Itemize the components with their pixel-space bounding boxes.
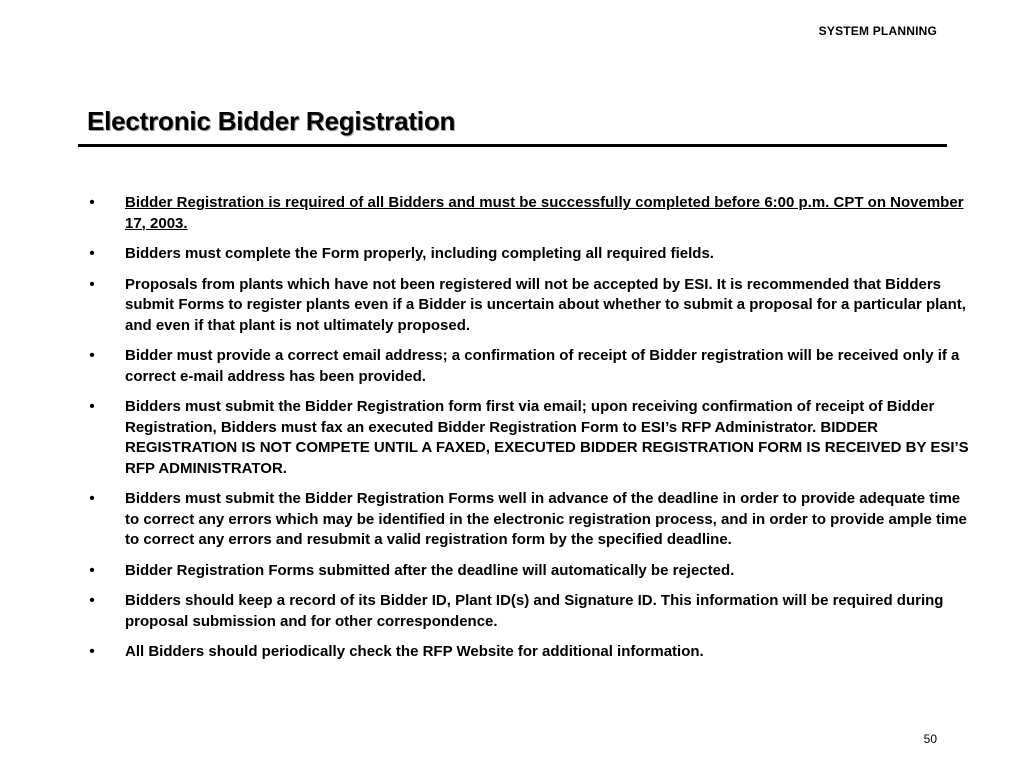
bullet-icon: • [89, 592, 95, 609]
bullet-text: Proposals from plants which have not been registered will not be accepted by ESI. It is recommended that Bidders submit Forms to register plants even if a Bidder is uncertain about whether to submit a proposal for a particular plant, and even if that plant is not ultimately proposed. [125, 275, 966, 334]
bullet-item-submit-in-advance [86, 489, 970, 551]
bullet-icon: • [89, 275, 95, 293]
bullet-item-email-address [86, 346, 970, 387]
bullet-text: Bidder Registration is required of all Bidders and must be successfully completed before 6:00 p.m. CPT on November 17, 2003. [125, 194, 964, 232]
bullet-icon: • [89, 245, 95, 262]
bullet-item-late-rejected [86, 561, 970, 582]
bullet-item-check-website [86, 642, 970, 663]
bullet-icon: • [89, 398, 95, 415]
bullet-icon: • [89, 643, 95, 660]
bullet-text: Bidder must provide a correct email address; a confirmation of receipt of Bidder registration will be received only if a correct e-mail address has been provided. [125, 347, 960, 385]
page-number: 50 [923, 732, 937, 746]
bullet-icon: • [89, 194, 95, 211]
bullet-text: All Bidders should periodically check the RFP Website for additional information. [125, 643, 704, 660]
bullet-item-complete-form [86, 244, 970, 265]
bullet-text: Bidder Registration Forms submitted after the deadline will automatically be rejected. [125, 561, 735, 579]
bullet-text: Bidders must submit the Bidder Registration Forms well in advance of the deadline in order to provide adequate time to correct any errors which may be identified in the electronic registration process, and in order to provide ample time to correct any errors and resubmit a valid registration form by the specified deadline. [125, 490, 967, 548]
bullet-list [86, 193, 970, 673]
bullet-icon: • [89, 490, 95, 507]
slide-title: Electronic Bidder Registration [87, 106, 456, 136]
bullet-item-unregistered-plants [86, 275, 970, 337]
bullet-item-keep-records [86, 591, 970, 632]
bullet-item-registration-deadline [86, 193, 970, 234]
bullet-text: Bidders must complete the Form properly, including completing all required fields. [125, 245, 714, 262]
section-label: SYSTEM PLANNING [818, 24, 937, 38]
bullet-text: Bidders must submit the Bidder Registration form first via email; upon receiving confirmation of receipt of Bidder Registration, Bidders must fax an executed Bidder Registration Form to ESI’s RFP Administrator. BIDDER REGISTRATION IS NOT COMPETE UNTIL A FAXED, EXECUTED BIDDER REGISTRATION FORM IS RECEIVED BY ESI’S RFP ADMINISTRATOR. [125, 398, 969, 477]
bullet-icon: • [89, 347, 95, 364]
bullet-icon: • [89, 561, 95, 579]
title-divider [78, 144, 947, 147]
bullet-item-email-then-fax [86, 397, 970, 479]
bullet-text: Bidders should keep a record of its Bidder ID, Plant ID(s) and Signature ID. This information will be required during proposal submission and for other correspondence. [125, 592, 944, 630]
